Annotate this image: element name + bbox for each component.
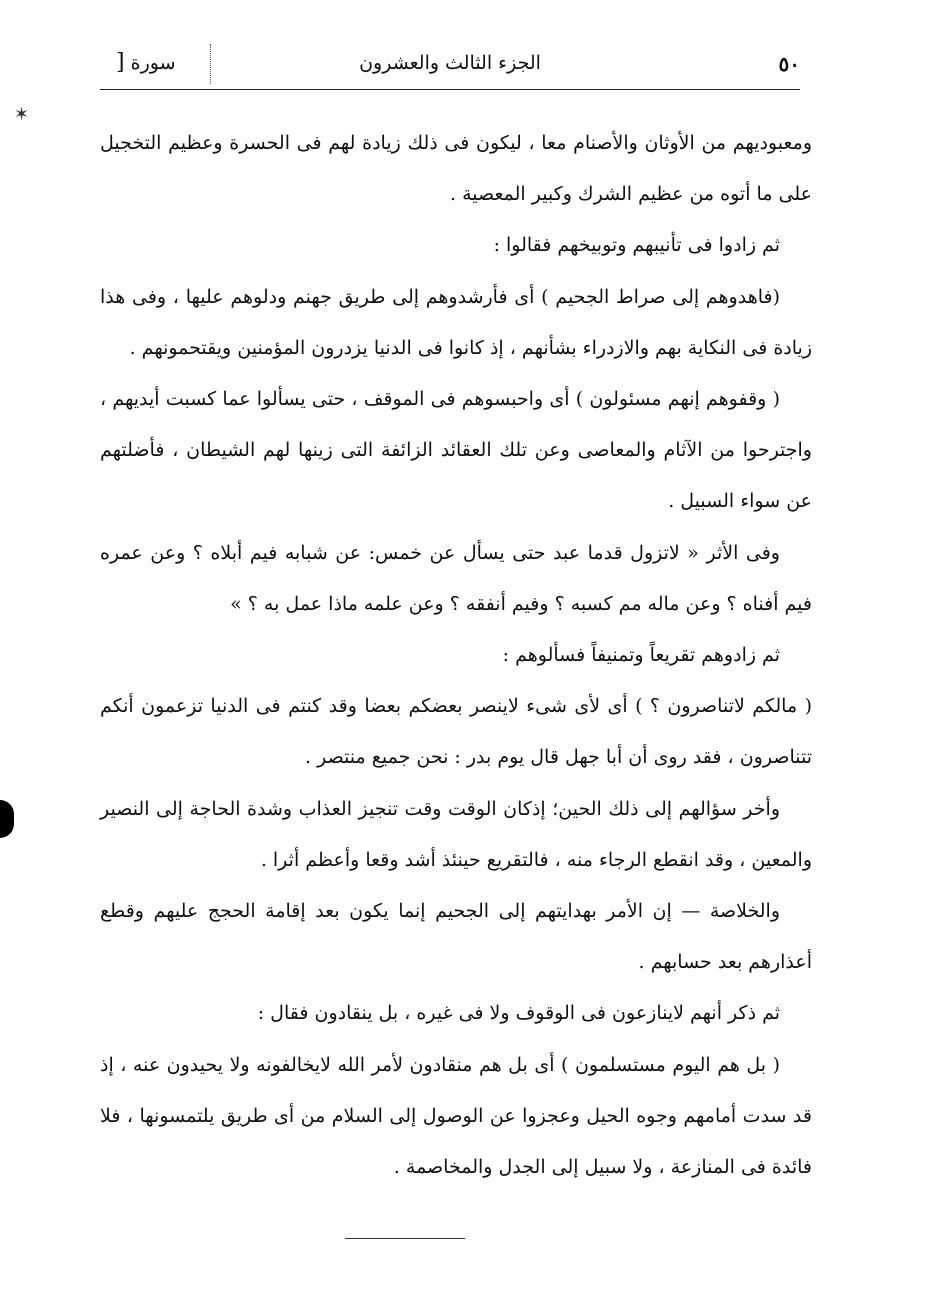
sura-label-group <box>110 50 176 75</box>
page-number: ٥٠ <box>778 52 800 76</box>
paragraph: ثم زادوهم تقريعاً وتمنيفاً فسألوهم : <box>502 644 780 667</box>
header-rule <box>100 89 800 90</box>
paragraph: ( مالكم لاتناصرون ؟ ) أى لأى شىء لاينصر بعضكم بعضا وقد كنتم فى الدنيا تزعمون أنكم تتناصرون ، فقد روى أن أبا جهل قال يوم بدر : نحن جميع منتصر . <box>100 695 812 769</box>
paragraph: (فاهدوهم إلى صراط الجحيم ) أى فأرشدوهم إلى طريق جهنم ودلوهم عليها ، وفى هذا زيادة فى النكاية بهم والازدراء بشأنهم ، إذ كانوا فى الدنيا يزدرون المؤمنين ويقتحمونهم . <box>100 285 812 359</box>
body-text <box>100 118 812 1193</box>
part-title: الجزء الثالث والعشرون <box>359 52 541 74</box>
paragraph: ثم ذكر أنهم لاينازعون فى الوقوف ولا فى غيره ، بل ينقادون فقال : <box>257 1002 780 1025</box>
paragraph: ( وقفوهم إنهم مسئولون ) أى واحبسوهم فى الموقف ، حتى يسألوا عما كسبت أيديهم ، واجترحوا من الآثام والمعاصى وعن تلك العقائد الزائفة التى زينها لهم الشيطان ، فأضلتهم عن سواء السبيل . <box>100 388 812 513</box>
sura-bracket: [ <box>116 50 125 75</box>
header-divider <box>210 44 211 84</box>
scan-edge-mark <box>0 800 14 838</box>
paragraph: ثم زادوا فى تأنيبهم وتوبيخهم فقالوا : <box>493 234 780 257</box>
paragraph: ( بل هم اليوم مستسلمون ) أى بل هم منقادون لأمر الله لايخالفونه ولا يحيدون عنه ، إذ قد سدت أمامهم وجوه الحيل وعجزوا عن الوصول إلى السلام من أى طريق يلتمسونها ، فلا فائدة فى المنازعة ، ولا سبيل إلى الجدل والمخاصمة . <box>100 1053 812 1179</box>
paragraph: ومعبوديهم من الأوثان والأصنام معا ، ليكون فى ذلك زيادة لهم فى الحسرة وعظيم التخجيل على ما أتوه من عظيم الشرك وكبير المعصية . <box>100 132 812 206</box>
footer-rule <box>345 1238 465 1239</box>
paragraph: والخلاصة — إن الأمر بهدايتهم إلى الجحيم إنما يكون بعد إقامة الحجج عليهم وقطع أعذارهم بعد حسابهم . <box>100 900 812 974</box>
sura-label: سورة <box>130 52 176 74</box>
paragraph: وفى الأثر « لاتزول قدما عبد حتى يسأل عن خمس: عن شبابه فيم أبلاه ؟ وعن عمره فيم أفناه ؟ وعن ماله مم كسبه ؟ وفيم أنفقه ؟ وعن علمه ماذا عمل به ؟ » <box>100 541 812 615</box>
margin-mark-icon: ✶ <box>14 104 30 125</box>
page-header <box>100 38 800 90</box>
paragraph: وأخر سؤالهم إلى ذلك الحين؛ إذكان الوقت وقت تنجيز العذاب وشدة الحاجة إلى النصير والمعين ، وقد انقطع الرجاء منه ، فالتقريع حينئذ أشد وقعا وأعظم أثرا . <box>100 797 812 871</box>
